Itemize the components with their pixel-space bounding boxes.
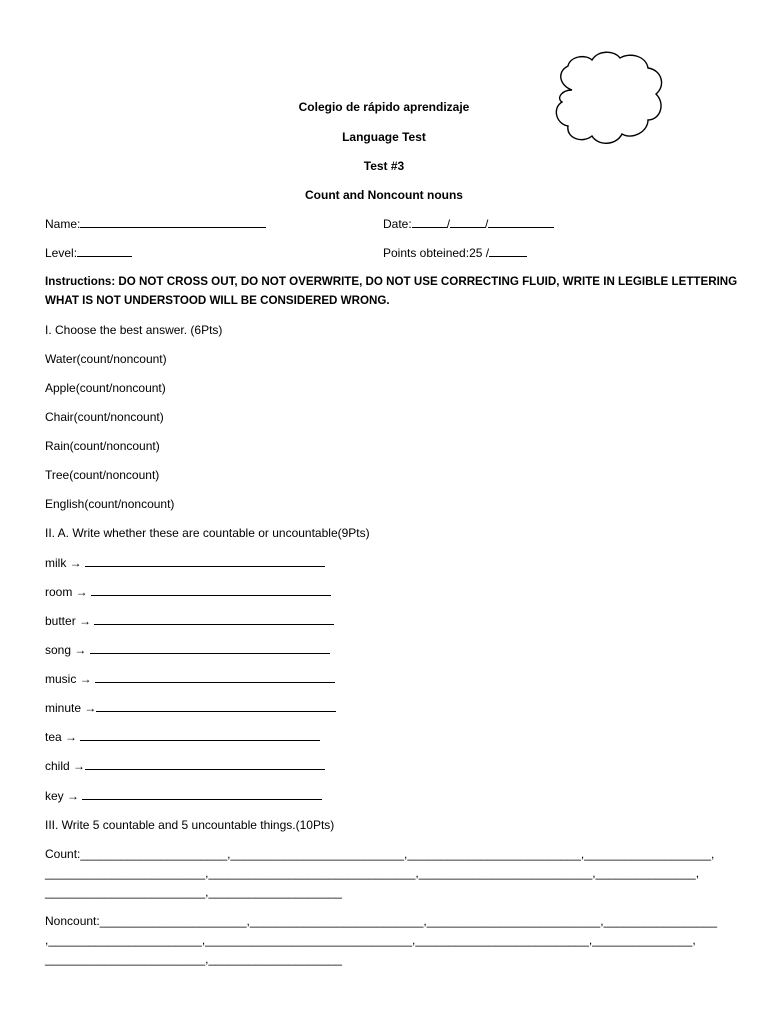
level-field [45,246,132,260]
date-separator: / [446,217,451,231]
answer-row [45,789,322,803]
noncount-label: Noncount: [45,914,100,928]
answer-row [45,672,335,686]
list-item: Water(count/noncount) [45,352,167,366]
noncount-answers-line-2[interactable]: ,_______________________,_______________________________,__________________________,_______________, [45,933,696,947]
count-label: Count: [45,847,81,861]
answer-row [45,585,331,599]
list-item: Rain(count/noncount) [45,439,160,453]
test-topic: Count and Noncount nouns [305,188,463,202]
word-label: child → [45,759,86,773]
name-field [45,217,266,231]
section-2-title: II. A. Write whether these are countable or uncountable(9Pts) [45,526,370,540]
answer-row [45,730,320,744]
level-label: Level: [45,246,78,260]
test-subject: Language Test [342,130,426,144]
date-year-blank[interactable] [488,217,554,228]
section-1-title: I. Choose the best answer. (6Pts) [45,323,223,337]
name-label: Name: [45,217,81,231]
word-label: butter → [45,614,92,628]
word-label: music → [45,672,92,686]
name-blank[interactable] [80,217,266,228]
list-item: Apple(count/noncount) [45,381,166,395]
word-label: song → [45,643,87,657]
answer-row [45,556,325,570]
answer-blank[interactable] [85,556,325,567]
answer-blank[interactable] [96,701,336,712]
instructions-line-2: WHAT IS NOT UNDERSTOOD WILL BE CONSIDERED WRONG. [45,294,390,307]
count-answers-line-2[interactable]: ________________________,_______________________________,__________________________,_______________, [45,866,700,880]
list-item: Tree(count/noncount) [45,468,160,482]
answer-blank[interactable] [85,759,325,770]
school-title: Colegio de rápido aprendizaje [298,100,470,114]
points-label: Points obteined:25 / [383,246,490,260]
answer-blank[interactable] [95,672,335,683]
answer-row [45,759,325,773]
word-label: key → [45,789,80,803]
noncount-answers[interactable]: Noncount:______________________,__________________________,__________________________,_________________ [45,914,718,928]
date-label: Date: [383,217,412,231]
word-label: milk → [45,556,82,570]
count-answers[interactable]: Count:______________________,__________________________,__________________________,___________________, [45,847,715,861]
list-item: English(count/noncount) [45,497,175,511]
answer-blank[interactable] [82,789,322,800]
answer-row [45,643,330,657]
answer-blank[interactable] [94,614,334,625]
word-label: room → [45,585,88,599]
date-separator: / [485,217,489,231]
count-answers-line-3[interactable]: ________________________,____________________ [45,885,342,899]
test-number: Test #3 [363,159,405,173]
noncount-answers-line-3[interactable]: ________________________,____________________ [45,952,342,966]
date-day-blank[interactable] [412,217,447,228]
level-blank[interactable] [77,246,132,257]
answer-row [45,701,336,715]
list-item: Chair(count/noncount) [45,410,164,424]
instructions-line-1: Instructions: DO NOT CROSS OUT, DO NOT OVERWRITE, DO NOT USE CORRECTING FLUID, WRITE IN LEGIBLE LETTERING [45,275,738,288]
answer-row [45,614,334,628]
date-field [383,217,554,231]
word-label: minute → [45,701,97,715]
answer-blank[interactable] [80,730,320,741]
section-3-title: III. Write 5 countable and 5 uncountable things.(10Pts) [45,818,335,832]
answer-blank[interactable] [90,643,330,654]
word-label: tea → [45,730,78,744]
date-month-blank[interactable] [450,217,485,228]
points-blank[interactable] [489,246,527,257]
points-field [383,246,527,260]
answer-blank[interactable] [91,585,331,596]
